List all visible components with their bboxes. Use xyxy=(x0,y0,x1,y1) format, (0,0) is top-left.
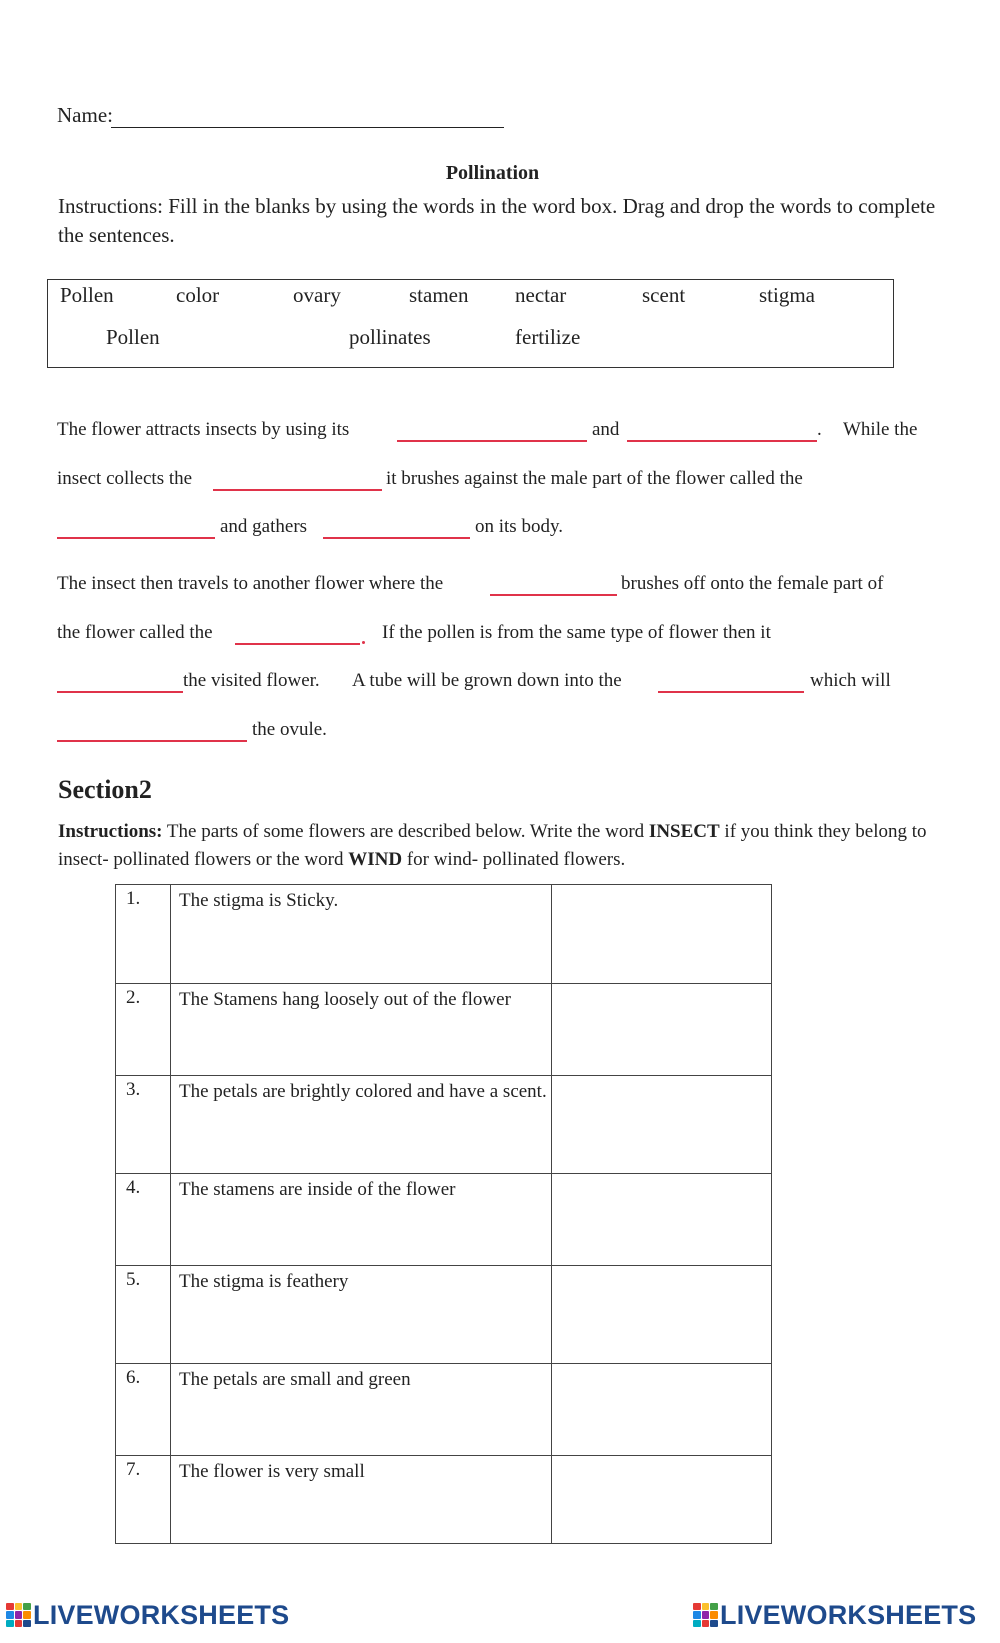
blank-5[interactable] xyxy=(323,537,470,539)
word-pollen-2[interactable]: Pollen xyxy=(106,325,160,349)
answer-cell[interactable] xyxy=(556,1268,766,1360)
row-description: The petals are brightly colored and have a scent. xyxy=(179,1081,547,1102)
instr-insect: INSECT xyxy=(648,821,720,842)
name-label: Name: xyxy=(57,103,113,127)
row-description: The petals are small and green xyxy=(179,1369,411,1390)
table-row xyxy=(116,885,771,983)
blank-9[interactable] xyxy=(658,691,804,693)
word-ovary[interactable]: ovary xyxy=(293,283,341,307)
row-number: 5. xyxy=(126,1269,141,1290)
table-row xyxy=(116,1363,771,1456)
answer-cell[interactable] xyxy=(556,1458,766,1540)
passage-text: and gathers xyxy=(220,516,308,537)
table-row xyxy=(116,1173,771,1266)
liveworksheets-logo-left xyxy=(6,1600,289,1630)
instr-text: The parts of some flowers are described below. Write the word xyxy=(162,821,649,842)
passage-text: The insect then travels to another flower where the xyxy=(57,573,444,594)
worksheet-title: Pollination xyxy=(445,162,540,184)
flower-parts-table xyxy=(115,884,772,1544)
word-fertilize[interactable]: fertilize xyxy=(515,325,581,349)
passage-text: which will xyxy=(810,670,891,691)
blank-2[interactable] xyxy=(627,440,817,442)
blank-1[interactable] xyxy=(397,440,587,442)
answer-cell[interactable] xyxy=(556,1366,766,1452)
passage-text: insect collects the xyxy=(57,468,193,489)
passage-text: it brushes against the male part of the flower called the xyxy=(386,468,803,489)
row-description: The Stamens hang loosely out of the flower xyxy=(179,989,511,1010)
word-color[interactable]: color xyxy=(176,283,220,307)
row-number: 4. xyxy=(126,1177,141,1198)
logo-grid-icon xyxy=(6,1603,31,1628)
word-stamen[interactable]: stamen xyxy=(409,283,469,307)
passage-text: brushes off onto the female part of xyxy=(621,573,884,594)
section-heading: Section2 xyxy=(58,775,152,804)
name-input-line[interactable] xyxy=(111,127,504,128)
row-number: 7. xyxy=(126,1459,141,1480)
answer-cell[interactable] xyxy=(556,986,766,1072)
instr-text: if you think they belong to insect- pollinated flowers or the word xyxy=(58,821,927,870)
passage-text: the ovule. xyxy=(252,719,327,740)
instr-label: Instructions: xyxy=(58,821,163,842)
liveworksheets-logo-right xyxy=(693,1600,976,1630)
section2-instructions xyxy=(58,818,928,874)
word-pollen[interactable]: Pollen xyxy=(60,283,114,307)
blank-10[interactable] xyxy=(57,740,247,742)
passage-text: on its body. xyxy=(475,516,563,537)
blank-3[interactable] xyxy=(213,489,382,491)
blank-4[interactable] xyxy=(57,537,215,539)
brand-text: LIVEWORKSHEETS xyxy=(33,1599,290,1630)
blank-8[interactable] xyxy=(57,691,183,693)
passage-text: The flower attracts insects by using its xyxy=(57,419,350,440)
passage-text: . xyxy=(817,419,822,440)
passage-text: If the pollen is from the same type of flower then it xyxy=(382,622,771,643)
table-row xyxy=(116,983,771,1076)
row-description: The flower is very small xyxy=(179,1461,365,1482)
row-description: The stigma is Sticky. xyxy=(179,890,339,911)
word-box xyxy=(47,279,894,368)
instr-wind: WIND xyxy=(348,849,403,870)
row-number: 6. xyxy=(126,1367,141,1388)
word-stigma[interactable]: stigma xyxy=(759,283,815,307)
passage-text: A tube will be grown down into the xyxy=(352,670,622,691)
instructions-text: Instructions: Fill in the blanks by using the words in the word box. Drag and drop the words to complete the sentences. xyxy=(58,194,936,247)
row-number: 1. xyxy=(126,888,141,909)
logo-grid-icon xyxy=(693,1603,718,1628)
table-row xyxy=(116,1455,771,1544)
blank-7[interactable] xyxy=(235,643,360,645)
answer-cell[interactable] xyxy=(556,1078,766,1170)
row-number: 3. xyxy=(126,1079,141,1100)
instr-text: for wind- pollinated flowers. xyxy=(402,849,626,870)
row-description: The stigma is feathery xyxy=(179,1271,349,1292)
passage-text: While the xyxy=(843,419,918,440)
word-nectar[interactable]: nectar xyxy=(515,283,567,307)
table-row xyxy=(116,1265,771,1364)
word-scent[interactable]: scent xyxy=(642,283,686,307)
answer-cell[interactable] xyxy=(556,1176,766,1262)
word-pollinates[interactable]: pollinates xyxy=(349,325,431,349)
answer-cell[interactable] xyxy=(556,887,766,979)
blank-6[interactable] xyxy=(490,594,617,596)
brand-text: LIVEWORKSHEETS xyxy=(720,1599,977,1630)
passage-text: the flower called the xyxy=(57,622,213,643)
period-dot xyxy=(362,641,365,644)
table-row xyxy=(116,1075,771,1174)
row-number: 2. xyxy=(126,987,141,1008)
row-description: The stamens are inside of the flower xyxy=(179,1179,456,1200)
passage-text: and xyxy=(592,419,620,440)
passage-text: the visited flower. xyxy=(183,670,320,691)
